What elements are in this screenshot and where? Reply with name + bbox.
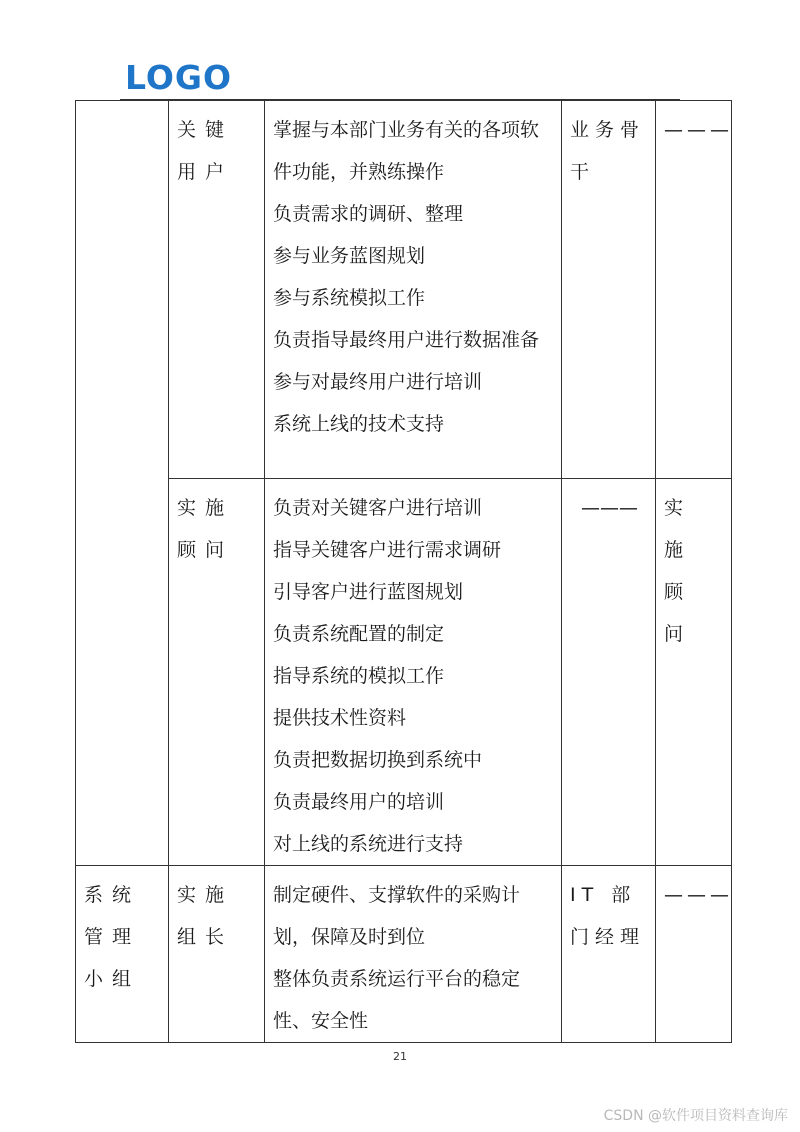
duty-item: 系统上线的技术支持 xyxy=(273,413,445,435)
duty-item: 对上线的系统进行支持 xyxy=(273,833,464,855)
duties-cell xyxy=(265,866,562,1043)
duty-item: 负责最终用户的培训 xyxy=(273,791,445,813)
group-cell xyxy=(76,101,169,866)
duty-item: 指导关键客户进行需求调研 xyxy=(273,539,502,561)
source-cell: IT 部门经理 xyxy=(562,866,656,1043)
roles-table xyxy=(75,100,732,1043)
role-cell: 关键用户 xyxy=(169,101,265,479)
duty-item: 整体负责系统运行平台的稳定性、安全性 xyxy=(273,968,521,1032)
group-cell: 系统管理小组 xyxy=(76,866,169,1043)
duty-item: 参与对最终用户进行培训 xyxy=(273,371,483,393)
role-cell: 实施顾问 xyxy=(169,479,265,866)
duty-item: 提供技术性资料 xyxy=(273,707,407,729)
duties-cell xyxy=(265,101,562,479)
duty-item: 负责需求的调研、整理 xyxy=(273,203,464,225)
duty-item: 掌握与本部门业务有关的各项软件功能，并熟练操作 xyxy=(273,119,540,183)
duty-item: 指导系统的模拟工作 xyxy=(273,665,445,687)
duty-item: 制定硬件、支撑软件的采购计划，保障及时到位 xyxy=(273,884,521,948)
note-cell: ——— xyxy=(656,101,732,479)
source-cell: ——— xyxy=(562,479,656,866)
duty-item: 负责指导最终用户进行数据准备 xyxy=(273,329,540,351)
table-row xyxy=(76,866,732,1043)
duty-item: 参与业务蓝图规划 xyxy=(273,245,426,267)
duty-item: 参与系统模拟工作 xyxy=(273,287,426,309)
duty-item: 负责把数据切换到系统中 xyxy=(273,749,483,771)
table-row xyxy=(76,479,732,866)
role-cell: 实施组长 xyxy=(169,866,265,1043)
source-cell: 业务骨干 xyxy=(562,101,656,479)
duty-item: 负责对关键客户进行培训 xyxy=(273,497,483,519)
note-cell: ——— xyxy=(656,866,732,1043)
duties-cell xyxy=(265,479,562,866)
page-number: 21 xyxy=(393,1050,407,1063)
table-row xyxy=(76,101,732,479)
duty-item: 引导客户进行蓝图规划 xyxy=(273,581,464,603)
note-cell: 实施顾问 xyxy=(656,479,732,866)
duty-item: 负责系统配置的制定 xyxy=(273,623,445,645)
logo: LOGO xyxy=(125,58,233,97)
watermark: CSDN @软件项目资料查询库 xyxy=(603,1108,788,1124)
